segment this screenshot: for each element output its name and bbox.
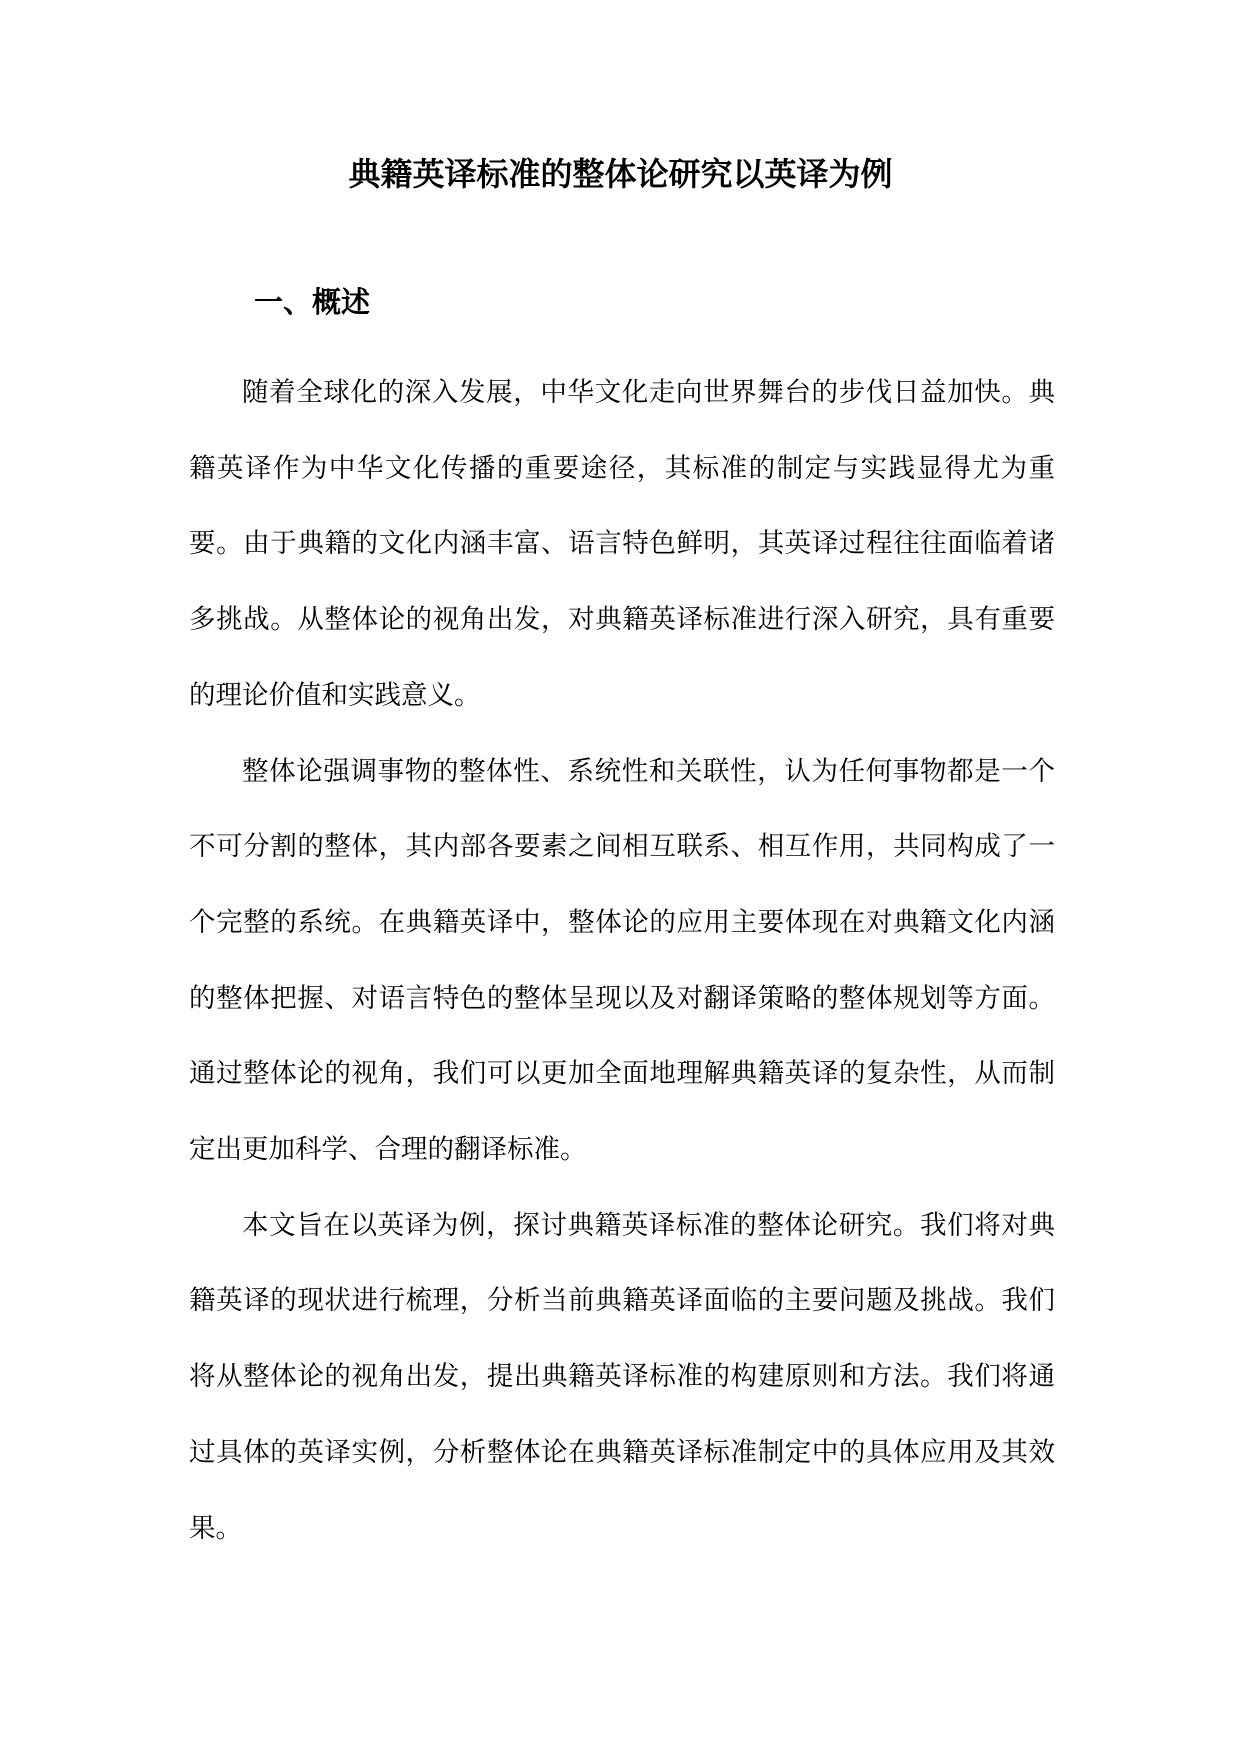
paragraph-2: 整体论强调事物的整体性、系统性和关联性，认为任何事物都是一个不可分割的整体，其内部各要素之间相互联系、相互作用，共同构成了一个完整的系统。在典籍英译中，整体论的应用主要体现在对典籍文化内涵的整体把握、对语言特色的整体呈现以及对翻译策略的整体规划等方面。通过整体论的视角，我们可以更加全面地理解典籍英译的复杂性，从而制定出更加科学、合理的翻译标准。 <box>189 755 1055 1166</box>
body-text <box>189 355 1055 1566</box>
paragraph-1: 随着全球化的深入发展，中华文化走向世界舞台的步伐日益加快。典籍英译作为中华文化传播的重要途径，其标准的制定与实践显得尤为重要。由于典籍的文化内涵丰富、语言特色鲜明，其英译过程往往面临着诸多挑战。从整体论的视角出发，对典籍英译标准进行深入研究，具有重要的理论价值和实践意义。 <box>189 377 1055 711</box>
document-title: 典籍英译标准的整体论研究以英译为例 <box>348 155 893 193</box>
paragraph-3: 本文旨在以英译为例，探讨典籍英译标准的整体论研究。我们将对典籍英译的现状进行梳理，分析当前典籍英译面临的主要问题及挑战。我们将从整体论的视角出发，提出典籍英译标准的构建原则和方法。我们将通过具体的英译实例，分析整体论在典籍英译标准制定中的具体应用及其效果。 <box>189 1209 1055 1544</box>
section-heading-overview: 一、概述 <box>254 285 371 319</box>
